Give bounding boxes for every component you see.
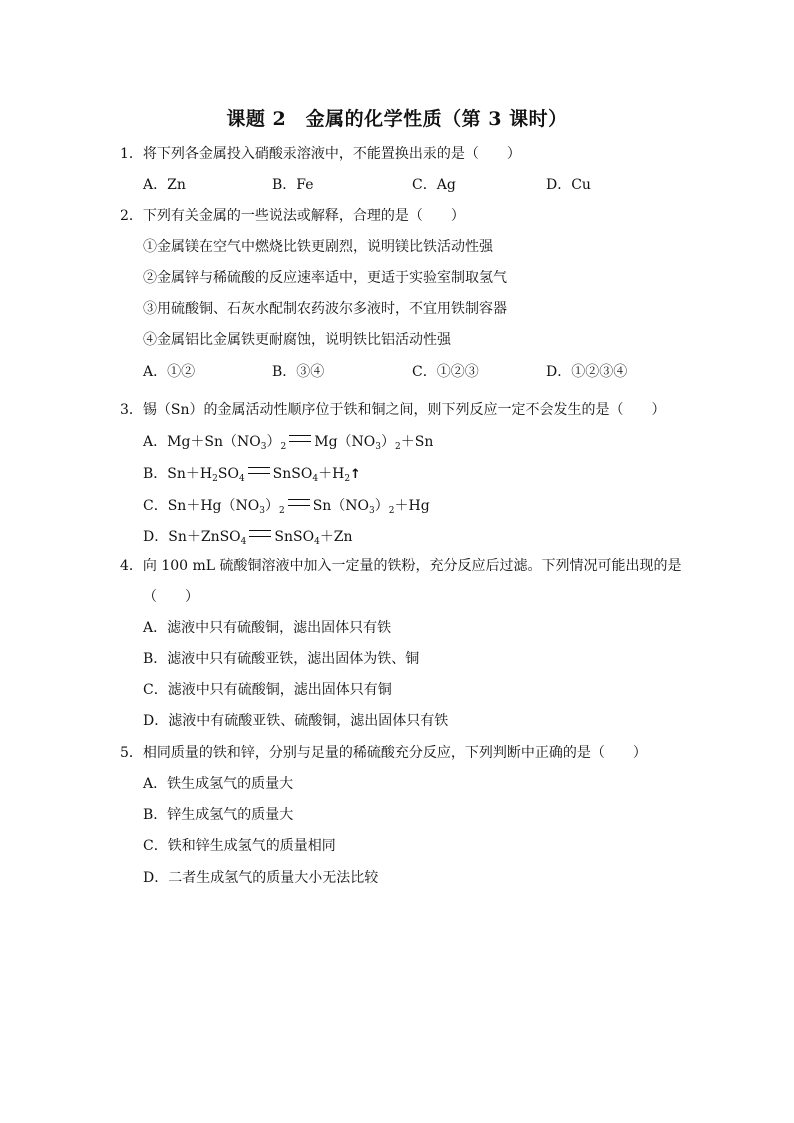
question-5-option-d: D．二者生成氢气的质量大小无法比较 bbox=[143, 870, 379, 886]
question-1-option-a: A．Zn bbox=[143, 177, 186, 193]
question-2-option-c: C．①②③ bbox=[412, 364, 479, 380]
question-5-stem: 5．相同质量的铁和锌，分别与足量的稀硫酸充分反应，下列判断中正确的是（ ） bbox=[120, 745, 647, 761]
question-1-option-d: D．Cu bbox=[546, 177, 591, 193]
question-2-statement-3: ③用硫酸铜、石灰水配制农药波尔多液时，不宜用铁制容器 bbox=[143, 301, 507, 317]
question-2-statement-2: ②金属锌与稀硫酸的反应速率适中，更适于实验室制取氢气 bbox=[143, 270, 507, 286]
question-1-option-c: C．Ag bbox=[412, 177, 456, 193]
question-3-option-c: C．$Sn+Hg(NO_3)_2$ $Sn(NO_3)_2+Hg$ bbox=[143, 498, 430, 516]
question-2-stem: 2．下列有关金属的一些说法或解释，合理的是（ ） bbox=[120, 208, 465, 224]
question-1-stem: 1．将下列各金属投入硝酸汞溶液中，不能置换出汞的是（ ） bbox=[120, 146, 521, 162]
gas-arrow-icon: ↑ bbox=[350, 467, 361, 482]
question-4-option-d: D．滤液中有硫酸亚铁、硫酸铜，滤出固体只有铁 bbox=[143, 713, 449, 729]
question-4-option-c: C．滤液中只有硫酸铜，滤出固体只有铜 bbox=[143, 682, 392, 698]
question-2-option-a: A．①② bbox=[143, 364, 196, 380]
question-4-stem: 4．向 100 mL 硫酸铜溶液中加入一定量的铁粉，充分反应后过滤。下列情况可能出现的是 bbox=[120, 558, 682, 574]
question-1-option-b: B．Fe bbox=[272, 177, 314, 193]
question-2-statement-1: ①金属镁在空气中燃烧比铁更剧烈，说明镁比铁活动性强 bbox=[143, 239, 493, 255]
question-3-option-a: A．$Mg+Sn(NO_3)_2$ $Mg(NO_3)_2+Sn$ bbox=[143, 434, 434, 452]
question-3-option-d: D．Sn＋ZnSO$_4$ SnSO$_4$＋Zn bbox=[143, 529, 353, 547]
question-5-option-b: B．锌生成氢气的质量大 bbox=[143, 807, 294, 823]
question-4-option-b: B．滤液中只有硫酸亚铁，滤出固体为铁、铜 bbox=[143, 651, 420, 667]
question-5-option-c: C．铁和锌生成氢气的质量相同 bbox=[143, 838, 336, 854]
equals-sign bbox=[249, 530, 271, 537]
question-2-option-d: D．①②③④ bbox=[546, 364, 628, 380]
question-2-statement-4: ④金属铝比金属铁更耐腐蚀，说明铁比铝活动性强 bbox=[143, 332, 451, 348]
question-5-option-a: A．铁生成氢气的质量大 bbox=[143, 776, 294, 792]
page-title: 课题 2 金属的化学性质（第 3 课时） bbox=[226, 108, 568, 130]
equals-sign bbox=[248, 467, 270, 474]
equals-sign bbox=[289, 435, 311, 442]
equals-sign bbox=[288, 499, 310, 506]
question-4-option-a: A．滤液中只有硫酸铜，滤出固体只有铁 bbox=[143, 620, 392, 636]
question-2-option-b: B．③④ bbox=[272, 364, 325, 380]
question-4-stem-continued: （ ） bbox=[143, 589, 199, 605]
question-3-option-b: B．$Sn+H_2SO_4$ $SnSO_4+H_2↑$ bbox=[143, 466, 361, 484]
question-3-stem: 3．锡（Sn）的金属活动性顺序位于铁和铜之间，则下列反应一定不会发生的是（ ） bbox=[120, 402, 666, 418]
